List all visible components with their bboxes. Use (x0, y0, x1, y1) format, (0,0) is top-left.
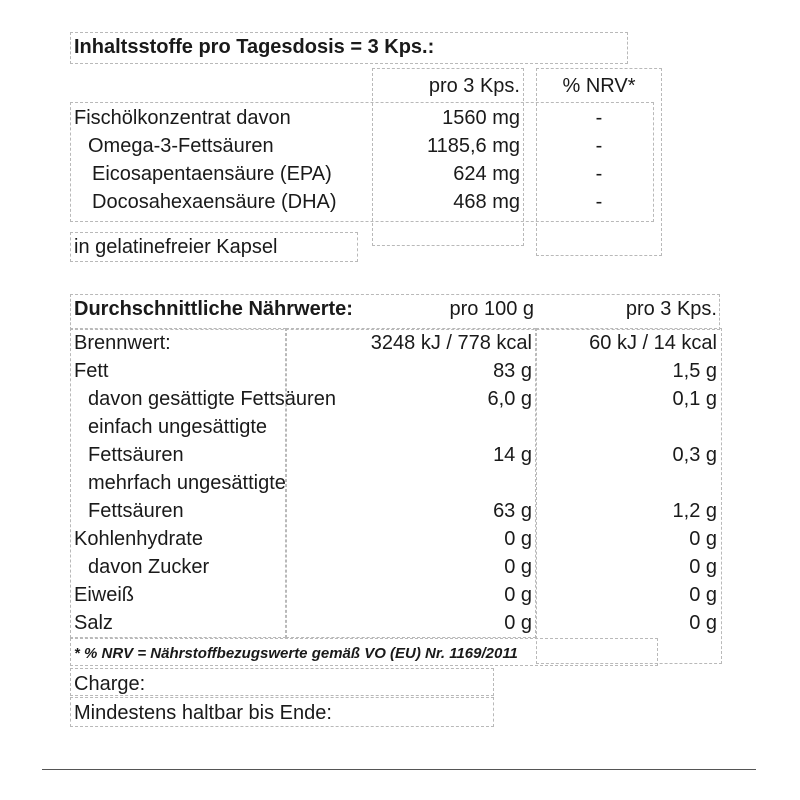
ingredient-name: Docosahexaensäure (DHA) (92, 191, 337, 213)
nutrient-per3: 0 g (689, 612, 717, 634)
nutrient-name: davon Zucker (88, 556, 210, 578)
nutrient-name: Kohlenhydrate (74, 528, 203, 550)
ingredient-nrv: - (595, 107, 603, 129)
nutrition-col-100g: pro 100 g (449, 298, 534, 320)
ingredient-amount: 1185,6 mg (426, 135, 520, 157)
nutrient-name: Fettsäuren (88, 444, 184, 466)
ingredient-name: Fischölkonzentrat davon (74, 107, 291, 129)
nutrient-per100: 63 g (493, 500, 532, 522)
nutrient-name: Brennwert: (74, 332, 171, 354)
ingredients-col-nrv: % NRV* (562, 75, 636, 97)
nutrient-per3: 0 g (689, 528, 717, 550)
nutrient-name: Salz (74, 612, 113, 634)
ingredient-nrv: - (595, 191, 603, 213)
ingredient-amount: 468 mg (453, 191, 520, 213)
ingredient-amount: 624 mg (453, 163, 520, 185)
nutrient-per100: 6,0 g (487, 388, 532, 410)
nutrient-name: davon gesättigte Fettsäuren (88, 388, 336, 410)
nutrient-name: Fettsäuren (88, 500, 184, 522)
ingredient-nrv: - (595, 163, 603, 185)
ingredient-name: Omega-3-Fettsäuren (88, 135, 274, 157)
nutrient-per100: 3248 kJ / 778 kcal (370, 332, 532, 354)
nutrient-name: Eiweiß (74, 584, 135, 606)
ingredient-amount: 1560 mg (442, 107, 520, 129)
nutrient-per100: 0 g (504, 584, 532, 606)
nutrient-per3: 1,5 g (672, 360, 717, 382)
nutrient-per100: 0 g (504, 612, 532, 634)
ingredient-name: Eicosapentaensäure (EPA) (92, 163, 332, 185)
nutrient-per100: 14 g (493, 444, 532, 466)
nutrient-per100: 83 g (493, 360, 532, 382)
nutrient-per3: 0 g (689, 556, 717, 578)
bottom-separator (42, 769, 756, 770)
charge-label: Charge: (74, 673, 146, 695)
nutrient-per3: 0,3 g (672, 444, 717, 466)
ingredients-col-amount: pro 3 Kps. (428, 75, 520, 97)
nutrient-per100: 0 g (504, 528, 532, 550)
nutrient-per100: 0 g (504, 556, 532, 578)
nutrient-per3: 0 g (689, 584, 717, 606)
capsule-note: in gelatinefreier Kapsel (74, 236, 278, 258)
nrv-footnote: * % NRV = Nährstoffbezugswerte gemäß VO (EU) Nr. 1169/2011 (74, 645, 518, 662)
nutrient-per3: 0,1 g (672, 388, 717, 410)
ingredient-nrv: - (595, 135, 603, 157)
nutrient-per3: 60 kJ / 14 kcal (589, 332, 717, 354)
nutrient-name: einfach ungesättigte (88, 416, 268, 438)
nutrient-per3: 1,2 g (672, 500, 717, 522)
nutrition-title: Durchschnittliche Nährwerte: (74, 298, 353, 320)
best-before-label: Mindestens haltbar bis Ende: (74, 702, 332, 724)
nutrient-name: mehrfach ungesättigte (88, 472, 286, 494)
nutrient-name: Fett (74, 360, 109, 382)
nutrition-col-3kps: pro 3 Kps. (625, 298, 717, 320)
ingredients-title: Inhaltsstoffe pro Tagesdosis = 3 Kps.: (74, 36, 435, 58)
